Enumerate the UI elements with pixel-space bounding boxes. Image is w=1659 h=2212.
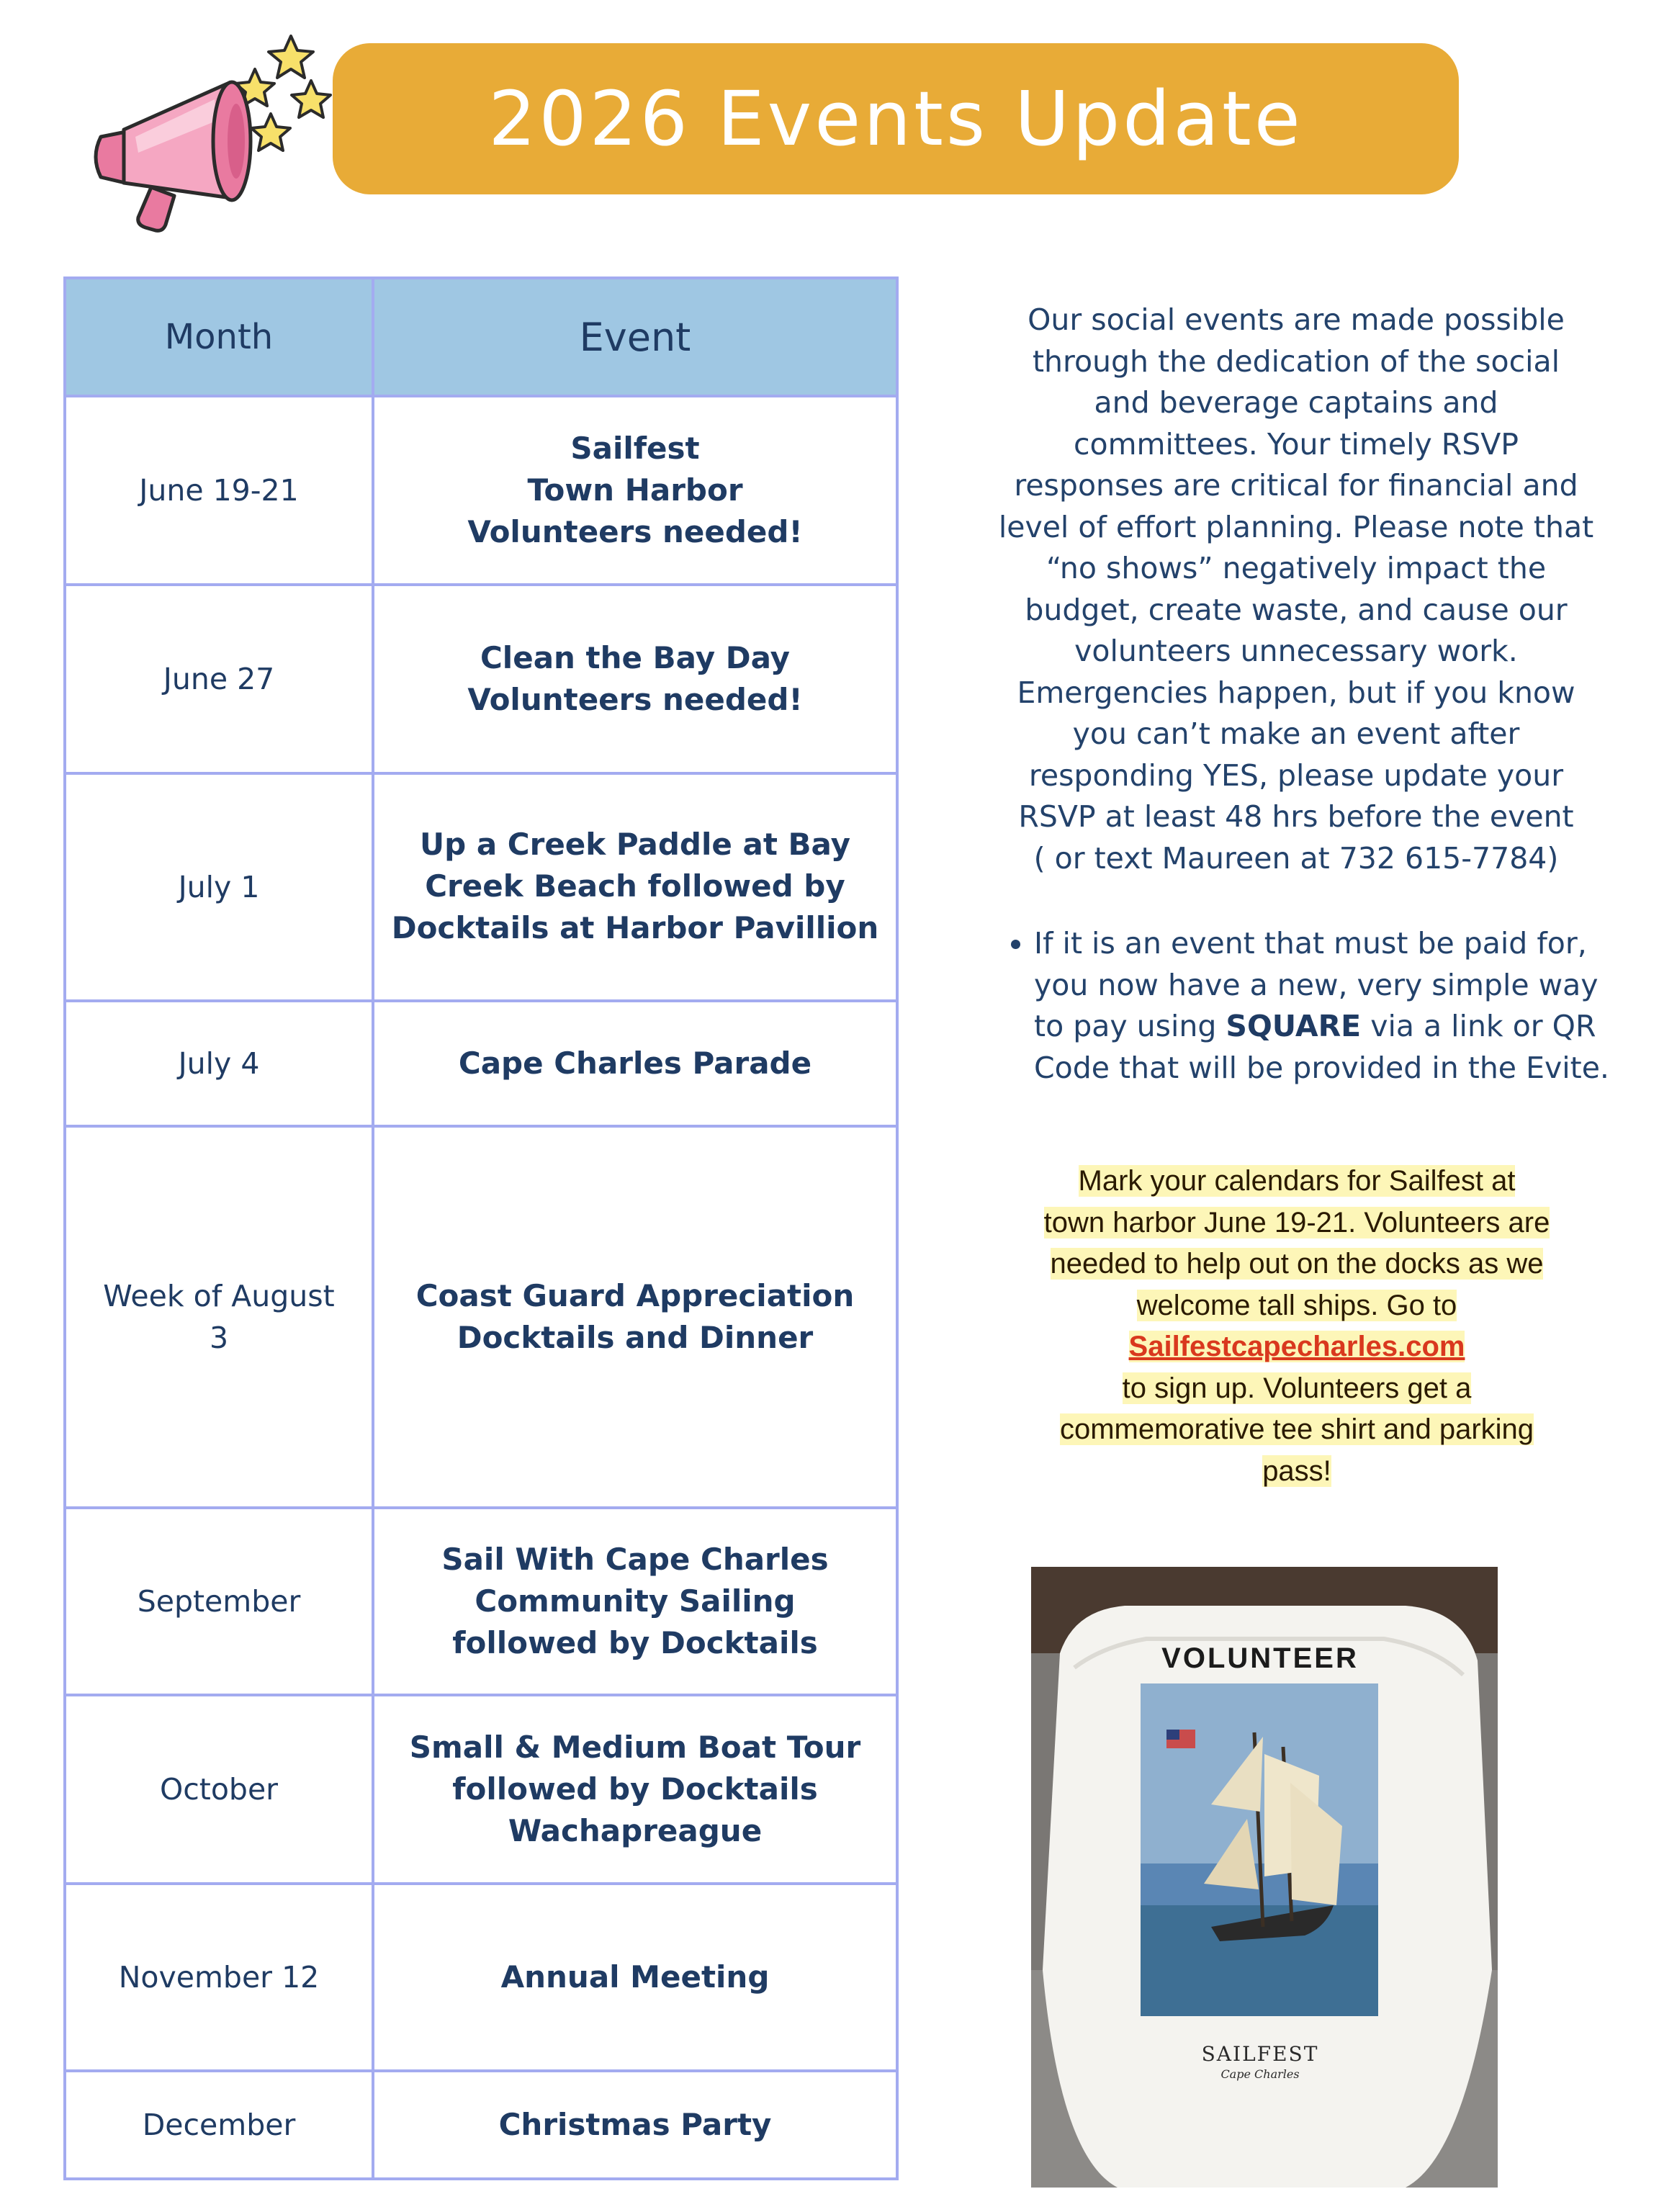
info-line: volunteers unnecessary work. <box>1074 634 1518 668</box>
table-row <box>65 2071 897 2179</box>
shirt-volunteer-text: VOLUNTEER <box>1161 1642 1359 1674</box>
month-text: December <box>142 2108 296 2142</box>
month-text: October <box>159 1772 279 1807</box>
info-line: budget, create waste, and cause our <box>1025 592 1568 627</box>
callout-line: welcome tall ships. Go to <box>1136 1289 1457 1321</box>
sailfest-callout <box>991 1161 1603 1492</box>
event-line: Small & Medium Boat Tour <box>409 1730 861 1765</box>
info-line: level of effort planning. Please note that <box>998 509 1594 544</box>
shirt-illustration <box>1031 1567 1498 2188</box>
info-line: through the dedication of the social <box>1032 343 1560 379</box>
square-label: SQUARE <box>1226 1009 1362 1043</box>
event-column-header: Event <box>373 278 897 396</box>
info-line: “no shows” negatively impact the <box>1046 551 1547 585</box>
table-row <box>65 585 897 773</box>
month-cell <box>65 1884 373 2071</box>
event-line: Wachapreague <box>508 1813 763 1848</box>
bullet-list <box>994 923 1627 1089</box>
event-line: Docktails at Harbor Pavillion <box>391 910 879 945</box>
month-cell <box>65 1695 373 1884</box>
bullet-text-after: via a link or QR Code that will be provided in the Evite. <box>1034 1009 1609 1085</box>
event-line: Sailfest <box>570 431 700 466</box>
month-text: June 19-21 <box>139 473 299 508</box>
event-line: followed by Docktails <box>452 1625 818 1660</box>
callout-line: commemorative tee shirt and parking <box>1059 1413 1534 1445</box>
megaphone-icon <box>85 29 344 238</box>
bullet-text-before: If it is an event that must be paid for, you now have a new, very simple way to pay using <box>1034 926 1599 1043</box>
table-row <box>65 1695 897 1884</box>
page-title: 2026 Events Update <box>488 75 1303 163</box>
month-cell <box>65 773 373 1001</box>
event-cell <box>373 1508 897 1695</box>
event-line: Sail With Cape Charles <box>441 1542 829 1577</box>
info-line: responses are critical for financial and <box>1014 468 1578 503</box>
event-cell <box>373 1126 897 1508</box>
event-cell <box>373 396 897 585</box>
event-line: Clean the Bay Day <box>480 640 790 675</box>
info-line: and beverage captains and <box>1094 385 1498 420</box>
event-cell <box>373 1695 897 1884</box>
sailfest-link[interactable]: Sailfestcapecharles.com <box>1128 1331 1465 1362</box>
month-cell <box>65 585 373 773</box>
event-line: Coast Guard Appreciation <box>415 1278 855 1313</box>
event-cell <box>373 1001 897 1126</box>
info-line: ( or text Maureen at 732 615-7784) <box>1033 840 1559 876</box>
info-line: you can’t make an event after <box>1072 716 1520 751</box>
table-row <box>65 1001 897 1126</box>
callout-line: to sign up. Volunteers get a <box>1122 1372 1472 1404</box>
info-paragraph <box>972 300 1620 879</box>
event-cell <box>373 585 897 773</box>
event-line: followed by Docktails <box>452 1771 818 1807</box>
event-cell <box>373 1884 897 2071</box>
payment-bullet <box>994 923 1627 1089</box>
callout-line: town harbor June 19-21. Volunteers are <box>1043 1206 1550 1238</box>
info-line: Emergencies happen, but if you know <box>1017 675 1575 710</box>
event-line: Town Harbor <box>527 472 743 508</box>
event-cell <box>373 2071 897 2179</box>
month-cell <box>65 2071 373 2179</box>
event-line: Christmas Party <box>498 2107 772 2142</box>
info-line: Our social events are made possible <box>1028 302 1565 337</box>
bullet-item <box>1034 923 1627 1089</box>
events-table <box>63 276 899 2180</box>
month-text: July 4 <box>178 1046 260 1081</box>
title-banner <box>333 43 1459 194</box>
callout-line: Mark your calendars for Sailfest at <box>1078 1165 1516 1197</box>
month-cell <box>65 396 373 585</box>
event-line: Annual Meeting <box>500 1959 770 1995</box>
callout-line: needed to help out on the docks as we <box>1050 1248 1544 1280</box>
month-text: 3 <box>209 1321 229 1355</box>
shirt-logo-text: SAILFEST <box>1201 2042 1319 2066</box>
shirt-logo-subtext: Cape Charles <box>1220 2067 1300 2081</box>
table-row <box>65 396 897 585</box>
month-text: November 12 <box>118 1960 320 1995</box>
event-cell <box>373 773 897 1001</box>
month-text: September <box>137 1584 301 1619</box>
month-cell <box>65 1508 373 1695</box>
volunteer-shirt-photo <box>1031 1567 1498 2188</box>
info-line: RSVP at least 48 hrs before the event <box>1018 799 1574 834</box>
table-row <box>65 1884 897 2071</box>
event-line: Docktails and Dinner <box>457 1320 814 1355</box>
table-row <box>65 1126 897 1508</box>
table-row <box>65 1508 897 1695</box>
month-text: July 1 <box>178 870 260 904</box>
month-column-header: Month <box>65 278 373 396</box>
month-cell <box>65 1126 373 1508</box>
event-line: Volunteers needed! <box>467 682 803 717</box>
event-line: Up a Creek Paddle at Bay <box>420 827 850 862</box>
info-line: responding YES, please update your <box>1028 757 1564 793</box>
table-row <box>65 773 897 1001</box>
month-cell <box>65 1001 373 1126</box>
event-line: Community Sailing <box>475 1583 796 1619</box>
month-text: June 27 <box>163 662 275 696</box>
event-line: Cape Charles Parade <box>458 1046 812 1081</box>
month-text: Week of August <box>103 1279 335 1313</box>
event-line: Volunteers needed! <box>467 514 803 549</box>
info-line: committees. Your timely RSVP <box>1073 426 1519 462</box>
table-header-row <box>65 278 897 396</box>
callout-line: pass! <box>1262 1455 1331 1487</box>
event-line: Creek Beach followed by <box>425 868 845 904</box>
